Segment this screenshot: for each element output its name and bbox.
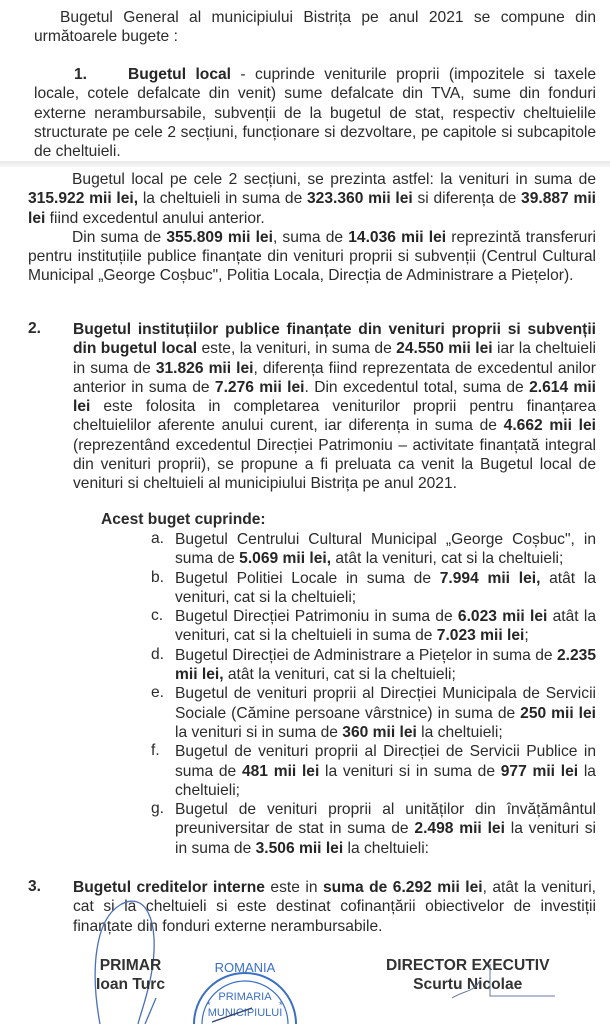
section-2 bbox=[28, 320, 596, 494]
item-text: Bugetul Direcției Patrimoniu in suma de 6.023 mii lei atât la venituri, cat si la cheltuieli in suma de 7.023 mii lei; bbox=[175, 608, 597, 645]
section-1-details bbox=[28, 170, 596, 286]
section-2-number: 2. bbox=[28, 320, 42, 337]
stamp-line-1: PRIMARIA bbox=[218, 991, 272, 1003]
sub-budget-item bbox=[151, 742, 596, 800]
item-text: Bugetul Politiei Locale in suma de 7.994 mii lei, atât la venituri, cat si la cheltuieli; bbox=[175, 569, 596, 606]
item-text: Bugetul Direcției de Administrare a Piețelor in suma de 2.235 mii lei, atât la venituri, cat si la cheltuieli; bbox=[175, 646, 596, 684]
section-1-title: Bugetul local bbox=[128, 66, 231, 83]
official-stamp-icon bbox=[190, 938, 300, 1024]
mayor-title: PRIMAR bbox=[99, 957, 162, 974]
item-label: c. bbox=[151, 607, 164, 625]
budget-includes-heading: Acest buget cuprinde: bbox=[101, 511, 266, 528]
section-2-paragraph: Bugetul instituțiilor publice finanțate din venituri proprii si subvenții din bugetul local este, la venituri, in suma de 24.550 mii lei iar la cheltuieli in suma de 31.826 mii lei, diferența fiind reprezentata de excedentul anilor anterior in suma de 7.276 mii lei. Din excedentul total, suma de 2.614 mii lei este folosita in completarea veniturilor proprii pentru finanțarea cheltuielilor aferente anului curent, iar diferența in suma de 4.662 mii lei (reprezentând excedentul Direcției Patrimoniu – activitate finanțată integral din venituri proprii), se propune a fi preluata ca venit la Bugetul local de venituri si cheltuieli al municipiului Bistrița pe anul 2021. bbox=[73, 321, 597, 493]
sub-budget-item bbox=[151, 607, 596, 646]
item-label: g. bbox=[151, 800, 165, 818]
sub-budget-item bbox=[151, 569, 596, 608]
mayor-signature-block bbox=[96, 956, 165, 994]
section-1-paragraph: 1. Bugetul local - cuprinde veniturile proprii (impozitele si taxele locale, cotele defalcate din venit) sume defalcate din TVA, sume din fonduri externe nerambursabile, subvenții de la bugetul de stat, respectiv cheltuielile structurate pe cele 2 secțiuni, funcționare si dezvoltare, pe capitole si subcapitole de cheltuieli. bbox=[34, 66, 596, 161]
transfers-paragraph: Din suma de 355.809 mii lei, suma de 14.036 mii lei reprezintă transferuri pentru instituțiile publice finanțate din venituri proprii si subvenții (Centrul Cultural Municipal „George Coșbuc", Politia Locala, Direcția de Administrare a Piețelor). bbox=[28, 228, 597, 285]
sub-budget-item bbox=[151, 530, 596, 569]
section-2-title: Bugetul instituțiilor publice finanțate din venituri proprii si subvenții din bugetul local bbox=[73, 321, 596, 358]
mayor-signature-icon bbox=[90, 880, 170, 1024]
item-label: e. bbox=[151, 684, 165, 702]
director-signature-icon bbox=[450, 960, 560, 1000]
item-label: b. bbox=[151, 568, 165, 586]
item-label: f. bbox=[151, 742, 160, 760]
sub-budget-item bbox=[151, 646, 596, 685]
section-3-title: Bugetul creditelor interne bbox=[73, 879, 265, 896]
mayor-name: Ioan Turc bbox=[96, 976, 166, 993]
sub-budget-item bbox=[151, 800, 596, 858]
item-text: Bugetul de venituri proprii al unităților din învățământul preuniversitar de stat in suma de 2.498 mii lei la venituri si in suma de 3.506 mii lei la cheltuieli: bbox=[175, 801, 597, 857]
item-label: d. bbox=[151, 645, 165, 663]
local-budget-summary: Bugetul local pe cele 2 secțiuni, se prezinta astfel: la venituri in suma de 315.922 mii lei, la cheltuieli in suma de 323.360 mii lei si diferența de 39.887 mii lei fiind excedentul anului anterior. bbox=[28, 171, 597, 227]
svg-text:*: * bbox=[207, 1000, 211, 1010]
director-title: DIRECTOR EXECUTIV bbox=[386, 957, 550, 974]
stamp-country: ROMANIA bbox=[214, 960, 276, 975]
intro-paragraph: Bugetul General al municipiului Bistrița pe anul 2021 se compune din următoarele bugete : bbox=[34, 9, 596, 46]
item-text: Bugetul de venituri proprii al Direcției de Servicii Publice in suma de 481 mii lei la venituri si in suma de 977 mii lei la cheltuieli; bbox=[175, 743, 596, 799]
sub-budget-list bbox=[151, 530, 596, 858]
item-label: a. bbox=[151, 530, 165, 547]
svg-text:*: * bbox=[279, 1000, 283, 1010]
item-text: Bugetul de venituri proprii al Direcției Municipala de Servicii Sociale (Cămine persoane vârstnice) in suma de 250 mii lei la venituri si in suma de 360 mii lei la cheltuieli; bbox=[175, 685, 596, 741]
page-divider bbox=[0, 161, 610, 167]
director-name: Scurtu Nicolae bbox=[413, 976, 523, 993]
item-text: Bugetul Centrului Cultural Municipal „George Coșbuc", in suma de 5.069 mii lei, atât la venituri, cat si la cheltuieli; bbox=[175, 531, 596, 568]
sub-budget-item bbox=[151, 684, 596, 742]
section-1-number: 1. bbox=[74, 66, 88, 83]
stamp-line-2: MUNICIPIULUI bbox=[207, 1007, 283, 1019]
section-3-paragraph: Bugetul creditelor interne este in suma de 6.292 mii lei, atât la venituri, cat si la cheltuieli si este destinat cofinanțării obiectivelor de investiții finanțate din fonduri externe nerambursabile. bbox=[73, 879, 597, 935]
section-3-number: 3. bbox=[28, 878, 42, 895]
